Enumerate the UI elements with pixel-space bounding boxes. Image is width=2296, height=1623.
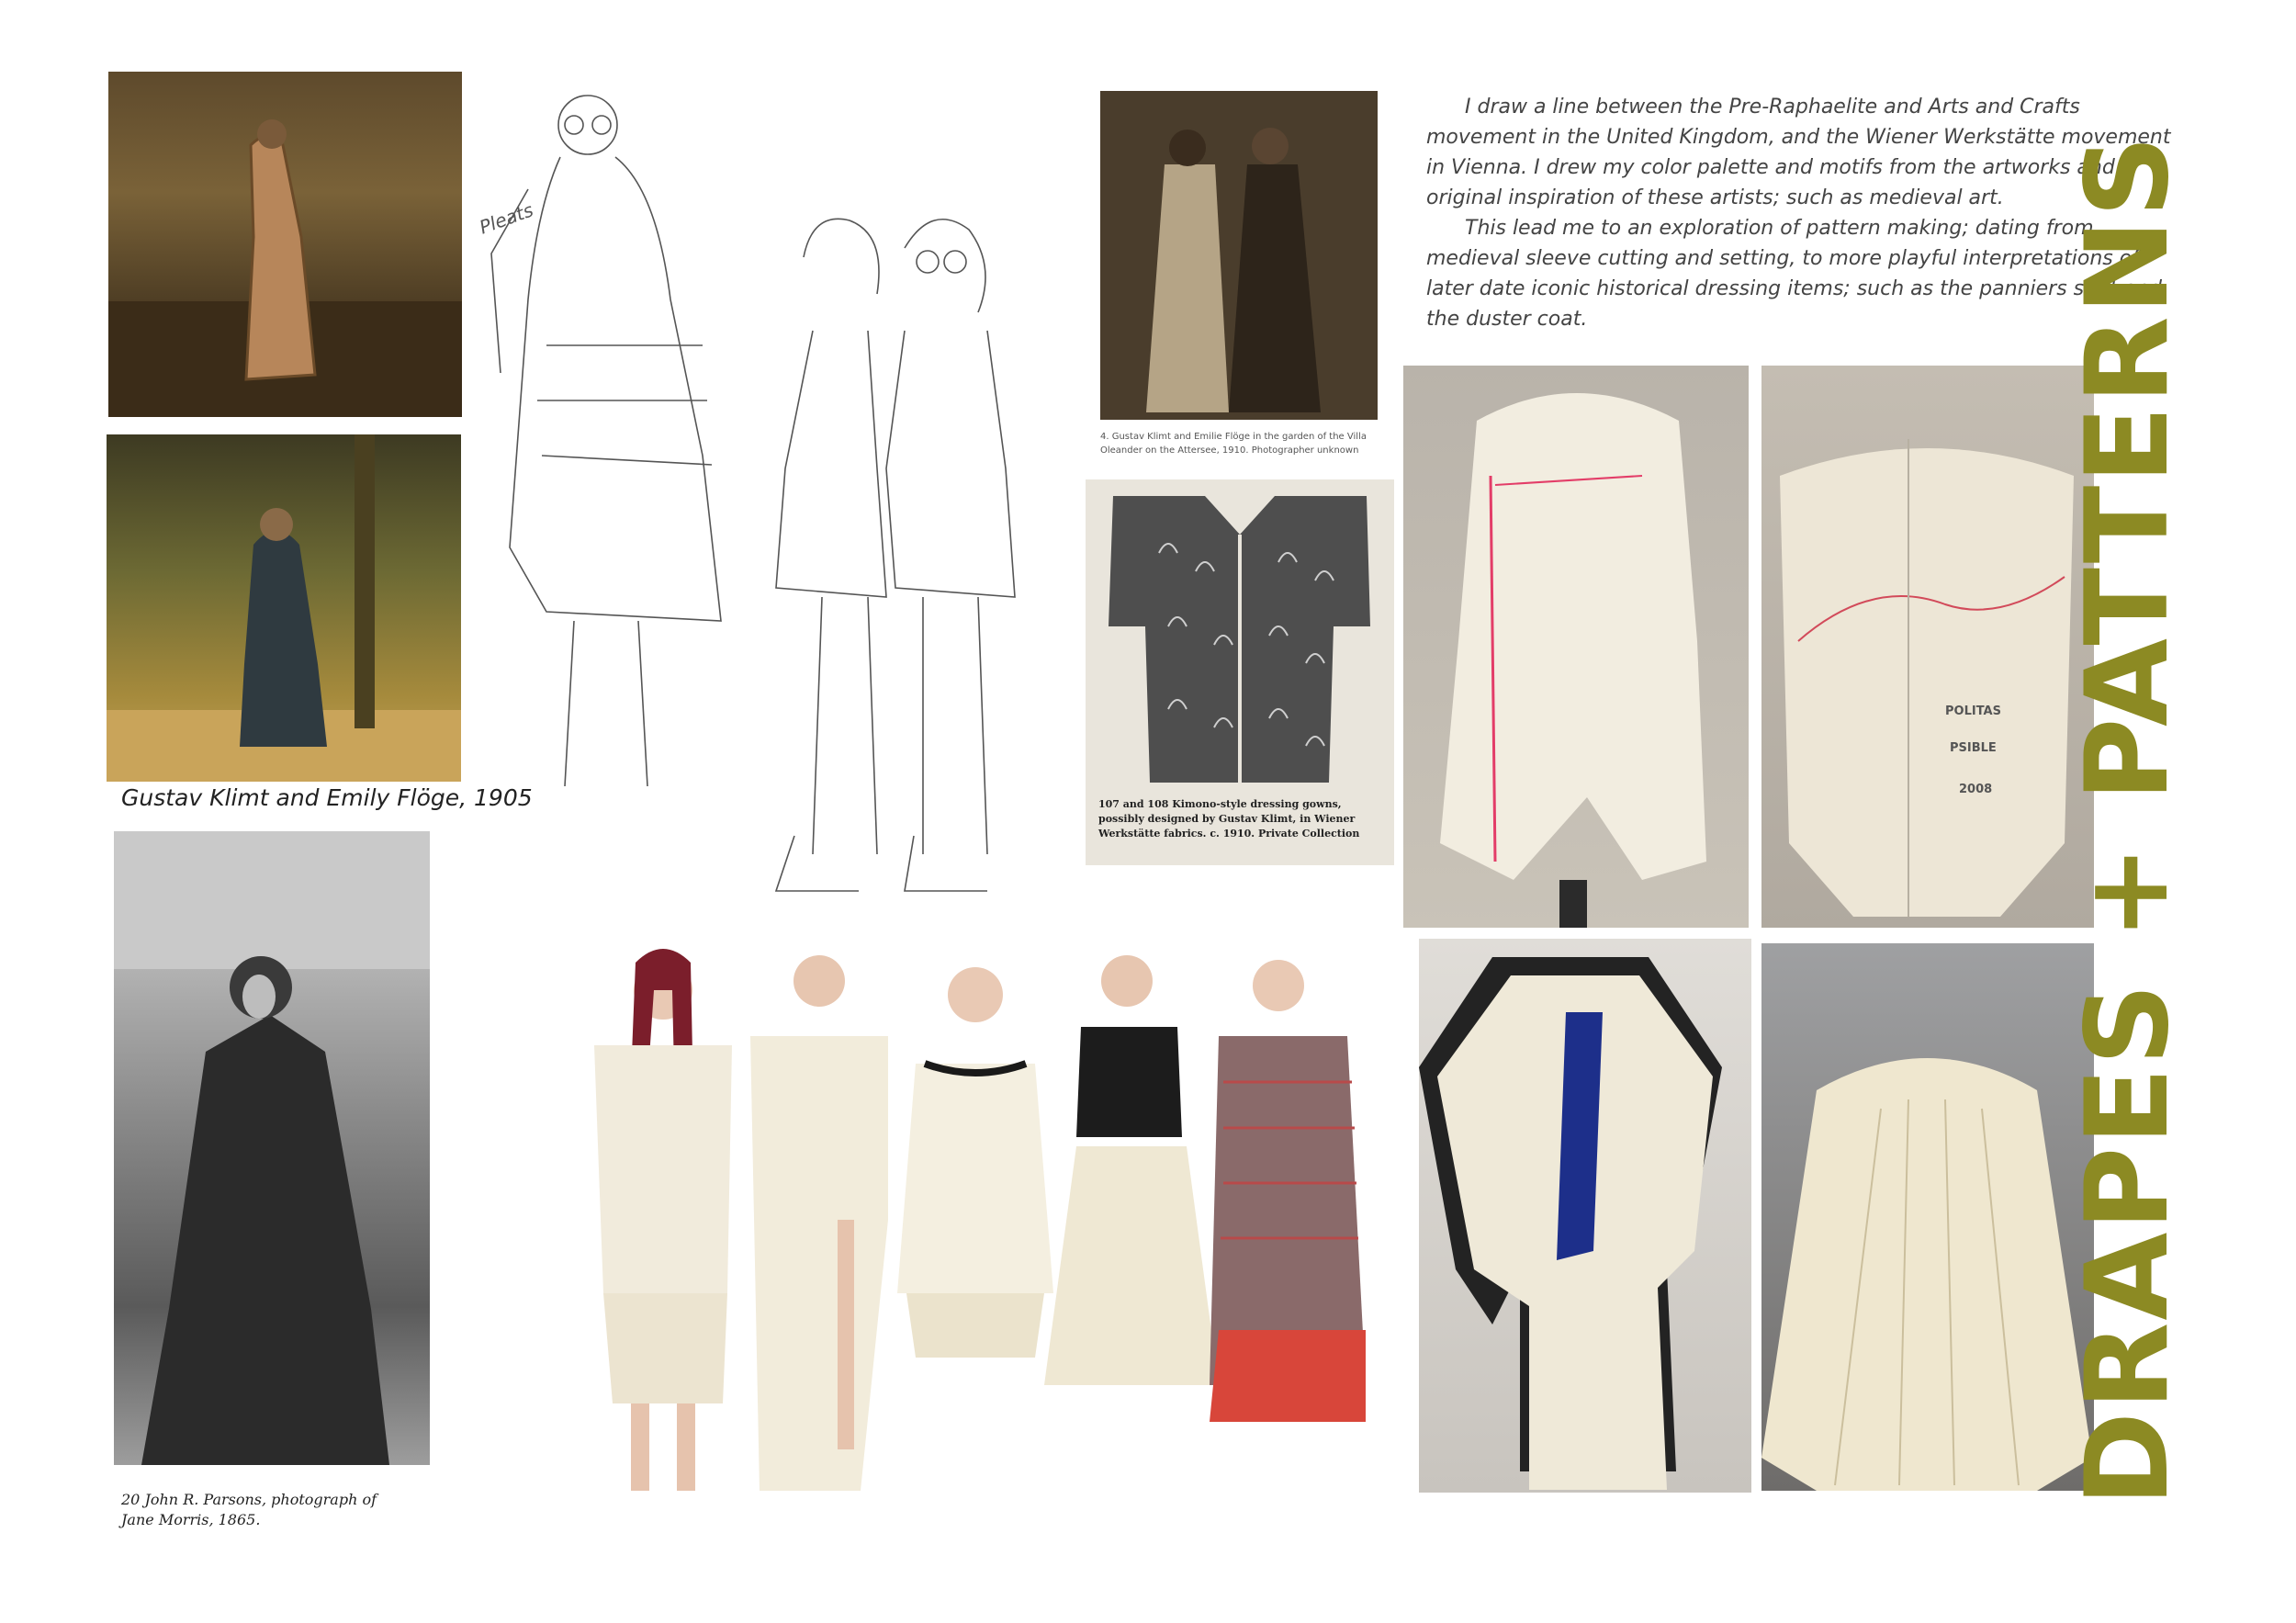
photo-drape-1 <box>1403 366 1749 928</box>
svg-text:2008: 2008 <box>1959 783 1993 796</box>
model-2 <box>750 955 888 1491</box>
caption-parsons-morris: 20 John R. Parsons, photograph of Jane Morris, 1865. <box>121 1491 377 1528</box>
page-title: DRAPES + PATTERNS <box>2062 133 2194 1506</box>
photo-drape-4 <box>1761 943 2094 1491</box>
intro-paragraph-2: This lead me to an exploration of pattern making; dating from medieval sleeve cutting and setting, to more playful interpretations of later date iconic historical dressing items; such as the panniers skirt and the duster coat. <box>1426 217 2163 331</box>
photo-emilie-floge <box>108 72 462 417</box>
photo-models-group <box>576 944 1396 1491</box>
photo-kimono <box>1086 479 1394 865</box>
caption-kimono: 107 and 108 Kimono-style dressing gowns, possibly designed by Gustav Klimt, in Wiener Werkstätte fabrics. c. 1910. Private Collection <box>1098 798 1360 840</box>
photo-drape-2 <box>1761 366 2094 928</box>
sketch-note: Pleats <box>476 198 536 239</box>
model-1 <box>594 949 732 1491</box>
photo-drape-3 <box>1419 939 1751 1493</box>
svg-text:PSIBLE: PSIBLE <box>1950 741 1997 755</box>
photo-gustav-klimt <box>107 434 461 782</box>
caption-klimt-garden: 4. Gustav Klimt and Emilie Flöge in the garden of the Villa Oleander on the Attersee, 1910. Photographer unknown <box>1100 432 1367 456</box>
sketch-figure-left <box>473 70 753 805</box>
model-4 <box>1044 955 1219 1385</box>
model-3 <box>897 967 1053 1358</box>
photo-jane-morris <box>114 831 430 1465</box>
model-5 <box>1210 960 1366 1422</box>
svg-text:POLITAS: POLITAS <box>1945 704 2001 718</box>
intro-paragraph-1: I draw a line between the Pre-Raphaelite and Arts and Crafts movement in the United Kingdom, and the Wiener Werkstätte movement in Vienna. I drew my color palette and motifs from the artworks and original inspiration of these artists; such as medieval art. <box>1426 96 2171 209</box>
sketch-figures-pair <box>748 193 1079 928</box>
caption-klimt-floge: Gustav Klimt and Emily Flöge, 1905 <box>121 784 533 811</box>
photo-klimt-garden <box>1100 91 1378 420</box>
